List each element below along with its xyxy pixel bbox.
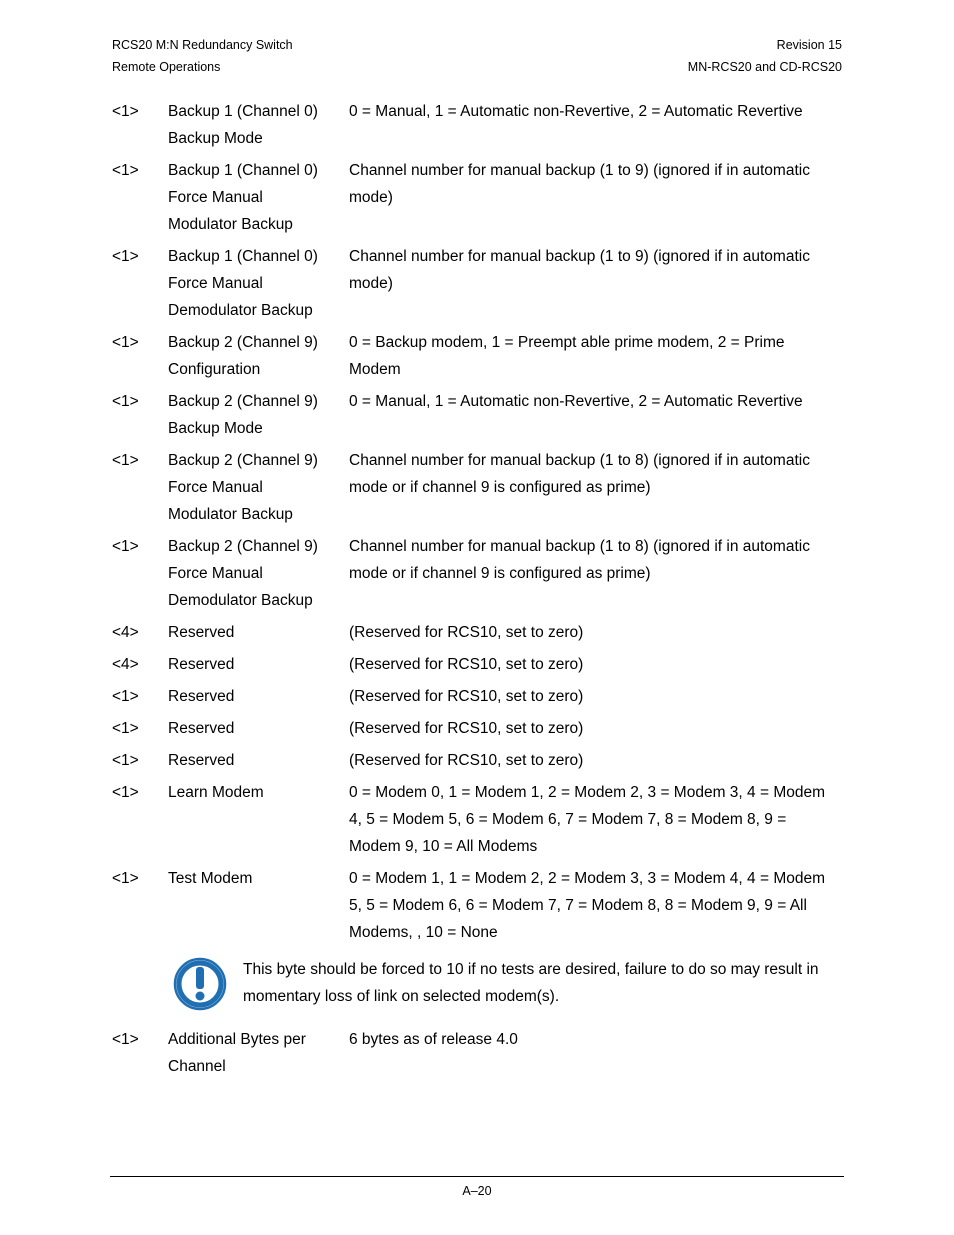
parameter-name-line: Force Manual [168, 479, 263, 496]
parameter-name [168, 533, 346, 614]
parameter-description: 0 = Manual, 1 = Automatic non-Revertive, 2 = Automatic Revertive [349, 393, 803, 410]
parameter-description: (Reserved for RCS10, set to zero) [349, 688, 584, 705]
parameter-name-line: Backup 1 (Channel 0) [168, 103, 318, 120]
parameter-name-line: Additional Bytes per [168, 1031, 306, 1048]
parameter-description: Channel number for manual backup (1 to 9) (ignored if in automatic mode) [349, 162, 810, 206]
parameter-description: Channel number for manual backup (1 to 8) (ignored if in automatic mode or if channel 9 is configured as prime) [349, 452, 810, 496]
parameter-name [168, 651, 346, 678]
byte-count: <1> [112, 538, 139, 555]
parameter-name-line: Demodulator Backup [168, 592, 313, 609]
byte-count: <4> [112, 656, 139, 673]
parameter-name [168, 243, 346, 324]
parameter-description: (Reserved for RCS10, set to zero) [349, 656, 584, 673]
parameter-description: 0 = Backup modem, 1 = Preempt able prime modem, 2 = Prime Modem [349, 334, 785, 378]
byte-count: <1> [112, 452, 139, 469]
parameter-name-line: Modulator Backup [168, 216, 293, 233]
parameter-name-line: Test Modem [168, 870, 253, 887]
exclamation-circle-icon [172, 956, 228, 1012]
parameter-description: 0 = Modem 0, 1 = Modem 1, 2 = Modem 2, 3 = Modem 3, 4 = Modem 4, 5 = Modem 5, 6 = Modem 6, 7 = Modem 7, 8 = Modem 8, 9 = Modem 9, 10 = All Modems [349, 784, 826, 855]
byte-count: <1> [112, 248, 139, 265]
parameter-description: (Reserved for RCS10, set to zero) [349, 752, 584, 769]
byte-count: <1> [112, 393, 139, 410]
footer-divider [110, 1176, 844, 1177]
parameter-name [168, 683, 346, 710]
parameter-name-line: Backup 2 (Channel 9) [168, 538, 318, 555]
byte-count: <1> [112, 870, 139, 887]
byte-count: <1> [112, 103, 139, 120]
parameter-description: (Reserved for RCS10, set to zero) [349, 624, 584, 641]
parameter-name [168, 98, 346, 152]
parameter-name-line: Force Manual [168, 275, 263, 292]
parameter-name [168, 447, 346, 528]
parameter-name-line: Reserved [168, 688, 235, 705]
byte-count: <1> [112, 688, 139, 705]
parameter-name-line: Backup 1 (Channel 0) [168, 248, 318, 265]
parameter-description: (Reserved for RCS10, set to zero) [349, 720, 584, 737]
parameter-name-line: Backup Mode [168, 130, 263, 147]
parameter-name-line: Demodulator Backup [168, 302, 313, 319]
byte-count: <1> [112, 334, 139, 351]
parameter-name-line: Backup 2 (Channel 9) [168, 334, 318, 351]
parameter-name [168, 865, 346, 892]
byte-count: <4> [112, 624, 139, 641]
parameter-name [168, 1026, 346, 1080]
parameter-name [168, 388, 346, 442]
parameter-description: 6 bytes as of release 4.0 [349, 1031, 518, 1048]
parameter-name [168, 619, 346, 646]
page-number: A–20 [462, 1184, 492, 1198]
note-text: This byte should be forced to 10 if no tests are desired, failure to do so may result in momentary loss of link on selected modem(s). [243, 961, 819, 1005]
byte-count: <1> [112, 1031, 139, 1048]
parameter-name [168, 779, 346, 806]
parameter-name-line: Backup Mode [168, 420, 263, 437]
parameter-name-line: Backup 2 (Channel 9) [168, 393, 318, 410]
parameter-name-line: Channel [168, 1058, 226, 1075]
byte-count: <1> [112, 752, 139, 769]
header-section: Remote Operations [112, 60, 221, 74]
parameter-name-line: Backup 2 (Channel 9) [168, 452, 318, 469]
parameter-name-line: Reserved [168, 752, 235, 769]
parameter-name-line: Reserved [168, 656, 235, 673]
header-revision: Revision 15 [776, 38, 842, 52]
parameter-name [168, 715, 346, 742]
parameter-description: 0 = Modem 1, 1 = Modem 2, 2 = Modem 3, 3 = Modem 4, 4 = Modem 5, 5 = Modem 6, 6 = Modem 7, 7 = Modem 8, 8 = Modem 9, 9 = All Modems, , 10 = None [349, 870, 826, 941]
parameter-name-line: Backup 1 (Channel 0) [168, 162, 318, 179]
byte-count: <1> [112, 720, 139, 737]
parameter-name-line: Force Manual [168, 565, 263, 582]
header-title: RCS20 M:N Redundancy Switch [112, 38, 293, 52]
byte-count: <1> [112, 162, 139, 179]
parameter-name [168, 157, 346, 238]
parameter-description: 0 = Manual, 1 = Automatic non-Revertive, 2 = Automatic Revertive [349, 103, 803, 120]
parameter-name-line: Reserved [168, 720, 235, 737]
parameter-name [168, 747, 346, 774]
parameter-name [168, 329, 346, 383]
parameter-name-line: Force Manual [168, 189, 263, 206]
byte-count: <1> [112, 784, 139, 801]
parameter-name-line: Reserved [168, 624, 235, 641]
parameter-name-line: Modulator Backup [168, 506, 293, 523]
parameter-description: Channel number for manual backup (1 to 8) (ignored if in automatic mode or if channel 9 is configured as prime) [349, 538, 810, 582]
parameter-name-line: Configuration [168, 361, 261, 378]
parameter-description: Channel number for manual backup (1 to 9) (ignored if in automatic mode) [349, 248, 810, 292]
parameter-name-line: Learn Modem [168, 784, 264, 801]
header-document-number: MN-RCS20 and CD-RCS20 [687, 60, 842, 74]
